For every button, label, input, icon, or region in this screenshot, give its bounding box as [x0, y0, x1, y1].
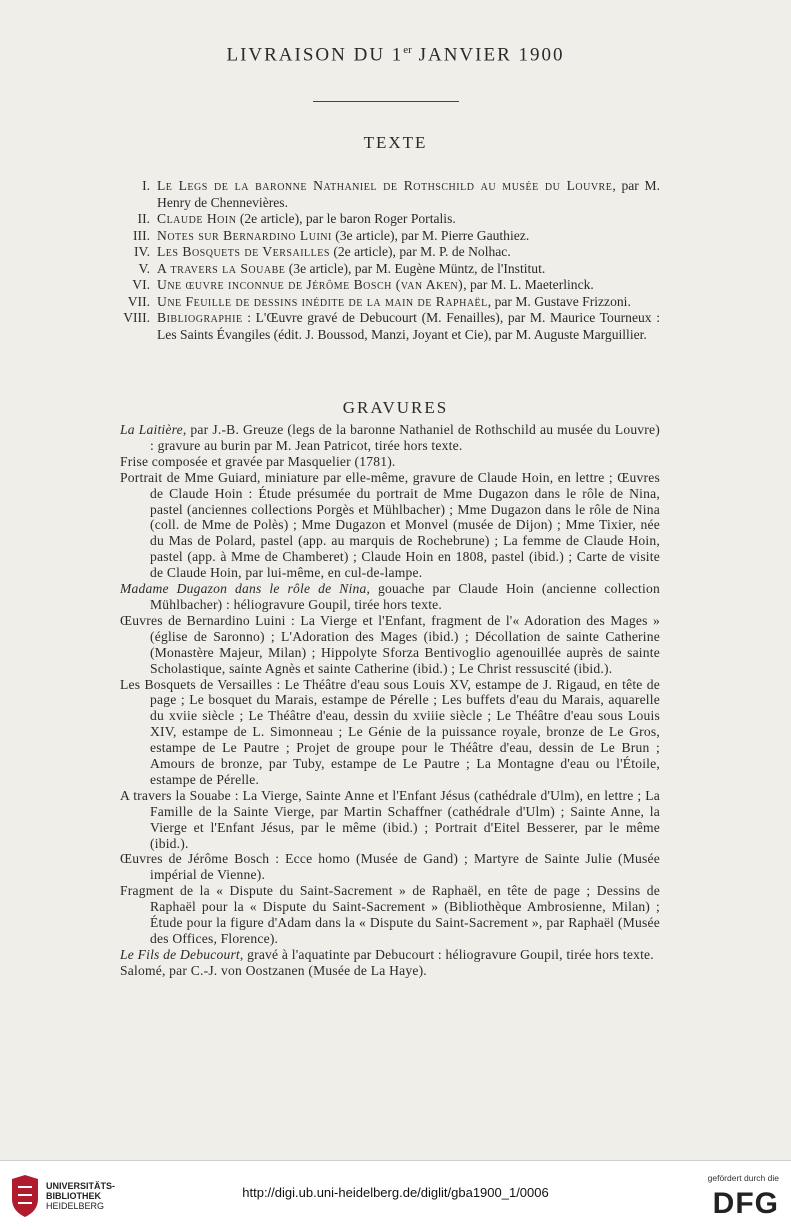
- gravure-text: Frise composée et gravée par Masquelier (1781).: [120, 453, 396, 469]
- gravure-text: Les Bosquets de Versailles : Le Théâtre d'eau sous Louis XV, estampe de J. Rigaud, en tête de page ; Le bosquet du Marais, estampe de Pérelle ; Les buffets d'eau du Marais, aquarelle du xviie siècle ; Le Théâtre d'eau, dessin du xviiie siècle ; Le Théâtre d'eau sous Louis XIV, estampe de L. Simonneau ; Le Génie de la puissance royale, bronze de Le Gros, estampe de Le Pautre ; Projet de groupe pour le Théâtre d'eau, dessin de Le Brun ; Amours de bronze, par Tuby, estampe de Le Pautre ; La Montagne d'eau ou l'Étoile, estampe de Pérelle.: [120, 676, 660, 787]
- toc-detail: (3e article), par M. Pierre Gauthiez.: [331, 227, 530, 243]
- gravure-title: Madame Dugazon dans le rôle de Nina: [120, 581, 367, 597]
- toc-item: [120, 178, 660, 211]
- source-url-link[interactable]: http://digi.ub.uni-heidelberg.de/diglit/gba1900_1/0006: [242, 1185, 549, 1200]
- toc-item: [120, 228, 660, 245]
- gravure-entry: [120, 613, 660, 677]
- gravure-entry: [120, 454, 660, 470]
- toc-detail: , par M. L. Maeterlinck.: [463, 277, 594, 292]
- toc-number: VIII.: [123, 310, 150, 325]
- toc-number: II.: [137, 211, 150, 226]
- toc-detail: : L'Œuvre gravé de Debucourt (M. Fenailles), par M. Maurice Tourneux : Les Saints Évangiles (édit. J. Boussod, Manzi, Joyant et Cie), par M. Auguste Marguillier.: [157, 310, 660, 342]
- gravure-text: Portrait de Mme Guiard, miniature par elle-même, gravure de Claude Hoin, en lettre ; Œuvres de Claude Hoin : Étude présumée du portrait de Mme Dugazon dans le rôle de Nina, pastel (anciennes collections Porgès et Mühlbacher) ; Mme Dugazon dans le rôle de Nina (coll. de Mme de Polès) ; Mme Dugazon et Monvel (musée de Dijon) ; Mme Tixier, née du Mas de Polard, pastel (app. au marquis de Rochebrune) ; La femme de Claude Hoin, pastel (app. à Mme de Chamberet) ; Claude Hoin en 1808, pastel (ibid.) ; Carte de visite de Claude Hoin, par lui-même, en cul-de-lampe.: [120, 469, 660, 581]
- toc-number: I.: [142, 178, 150, 193]
- toc-detail: (2e article), par M. P. de Nolhac.: [329, 244, 511, 259]
- toc-item: [120, 211, 660, 228]
- section-heading-texte: TEXTE: [363, 133, 428, 152]
- gravure-entry: [120, 963, 660, 979]
- toc-number: III.: [133, 227, 150, 243]
- issue-title: LIVRAISON DU 1er JANVIER 1900: [226, 44, 565, 66]
- toc-detail: (2e article), par le baron Roger Portalis.: [236, 211, 456, 226]
- gravure-entry: [120, 422, 660, 454]
- library-name: UNIVERSITÄTS- BIBLIOTHEK HEIDELBERG: [46, 1181, 116, 1211]
- toc-item: [120, 244, 660, 261]
- gravures-list: [120, 422, 660, 979]
- toc-title: Le Legs de la baronne Nathaniel de Rothschild au musée du Louvre: [157, 178, 613, 193]
- gravure-text: Salomé, par C.-J. von Oostzanen (Musée de La Haye).: [120, 962, 427, 978]
- toc-detail: , par M. Henry de Chennevières.: [157, 178, 661, 210]
- toc-title: Bibliographie: [157, 310, 243, 325]
- gravure-entry: [120, 788, 660, 852]
- toc-item: [120, 261, 660, 278]
- gravure-text: Fragment de la « Dispute du Saint-Sacrement » de Raphaël, en tête de page ; Dessins de Raphaël pour la « Dispute du Saint-Sacrement » (Bibliothèque Ambrosienne, Milan) ; Étude pour la figure d'Adam dans la « Dispute du Saint-Sacrement », par Raphaël (Musée des Offices, Florence).: [120, 883, 660, 946]
- footer-bar: [0, 1160, 791, 1229]
- toc-detail: , par M. Gustave Frizzoni.: [487, 293, 631, 309]
- gravure-entry: [120, 947, 660, 963]
- gravure-entry: [120, 677, 660, 788]
- table-of-contents: [120, 178, 660, 343]
- gravure-title: Le Fils de Debucourt: [120, 946, 240, 962]
- gravure-text: , par J.-B. Greuze (legs de la baronne Nathaniel de Rothschild au musée du Louvre) : gravure au burin par M. Jean Patricot, tirée hors texte.: [150, 422, 660, 453]
- toc-item: [120, 294, 660, 311]
- funding-note: gefördert durch die: [707, 1173, 779, 1183]
- dfg-logo: DFG: [712, 1187, 779, 1220]
- gravure-text: A travers la Souabe : La Vierge, Sainte Anne et l'Enfant Jésus (cathédrale d'Ulm), en lettre ; La Famille de la Sainte Vierge, par Martin Schaffner (cathédrale d'Ulm) ; Sainte Anne, la Vierge et l'Enfant Jésus, par le même (ibid.) ; Portrait d'Eitel Besserer, par le même (ibid.).: [120, 787, 660, 851]
- toc-detail: (3e article), par M. Eugène Müntz, de l'Institut.: [285, 260, 546, 276]
- toc-number: VII.: [127, 293, 150, 309]
- toc-title: A travers la Souabe: [157, 260, 286, 276]
- title-divider: [313, 101, 459, 102]
- gravure-entry: [120, 581, 660, 613]
- toc-title: Une œuvre inconnue de Jérôme Bosch (van Aken): [157, 277, 464, 292]
- toc-item: [120, 277, 660, 294]
- toc-item: [120, 310, 660, 343]
- toc-number: IV.: [134, 244, 150, 259]
- gravure-title: La Laitière: [120, 422, 183, 437]
- toc-title: Les Bosquets de Versailles: [157, 244, 330, 259]
- section-heading-gravures: GRAVURES: [342, 398, 449, 417]
- gravure-text: Œuvres de Jérôme Bosch : Ecce homo (Musée de Gand) ; Martyre de Sainte Julie (Musée impérial de Vienne).: [120, 851, 660, 883]
- gravure-entry: [120, 851, 660, 883]
- gravure-text: Œuvres de Bernardino Luini : La Vierge et l'Enfant, fragment de l'« Adoration des Mages » (église de Saronno) ; L'Adoration des Mages (ibid.) ; Décollation de sainte Catherine (Monastère Majeur, Milan) ; Hippolyte Sforza Bentivoglio agenouillée auprès de sainte Scholastique, sainte Agnès et sainte Catherine (ibid.) ; Le Christ ressuscité (ibid.).: [120, 612, 660, 676]
- toc-number: VI.: [132, 277, 150, 292]
- toc-title: Notes sur Bernardino Luini: [157, 227, 332, 243]
- toc-title: Claude Hoin: [157, 211, 237, 226]
- gravure-entry: [120, 883, 660, 947]
- toc-title: Une Feuille de dessins inédite de la main de Raphaël: [157, 293, 488, 309]
- gravure-text: , gouache par Claude Hoin (ancienne collection Mühlbacher) : héliogravure Goupil, tirée hors texte.: [150, 581, 660, 612]
- gravure-entry: [120, 470, 660, 581]
- toc-number: V.: [138, 260, 150, 276]
- gravure-text: , gravé à l'aquatinte par Debucourt : héliogravure Goupil, tirée hors texte.: [239, 946, 654, 962]
